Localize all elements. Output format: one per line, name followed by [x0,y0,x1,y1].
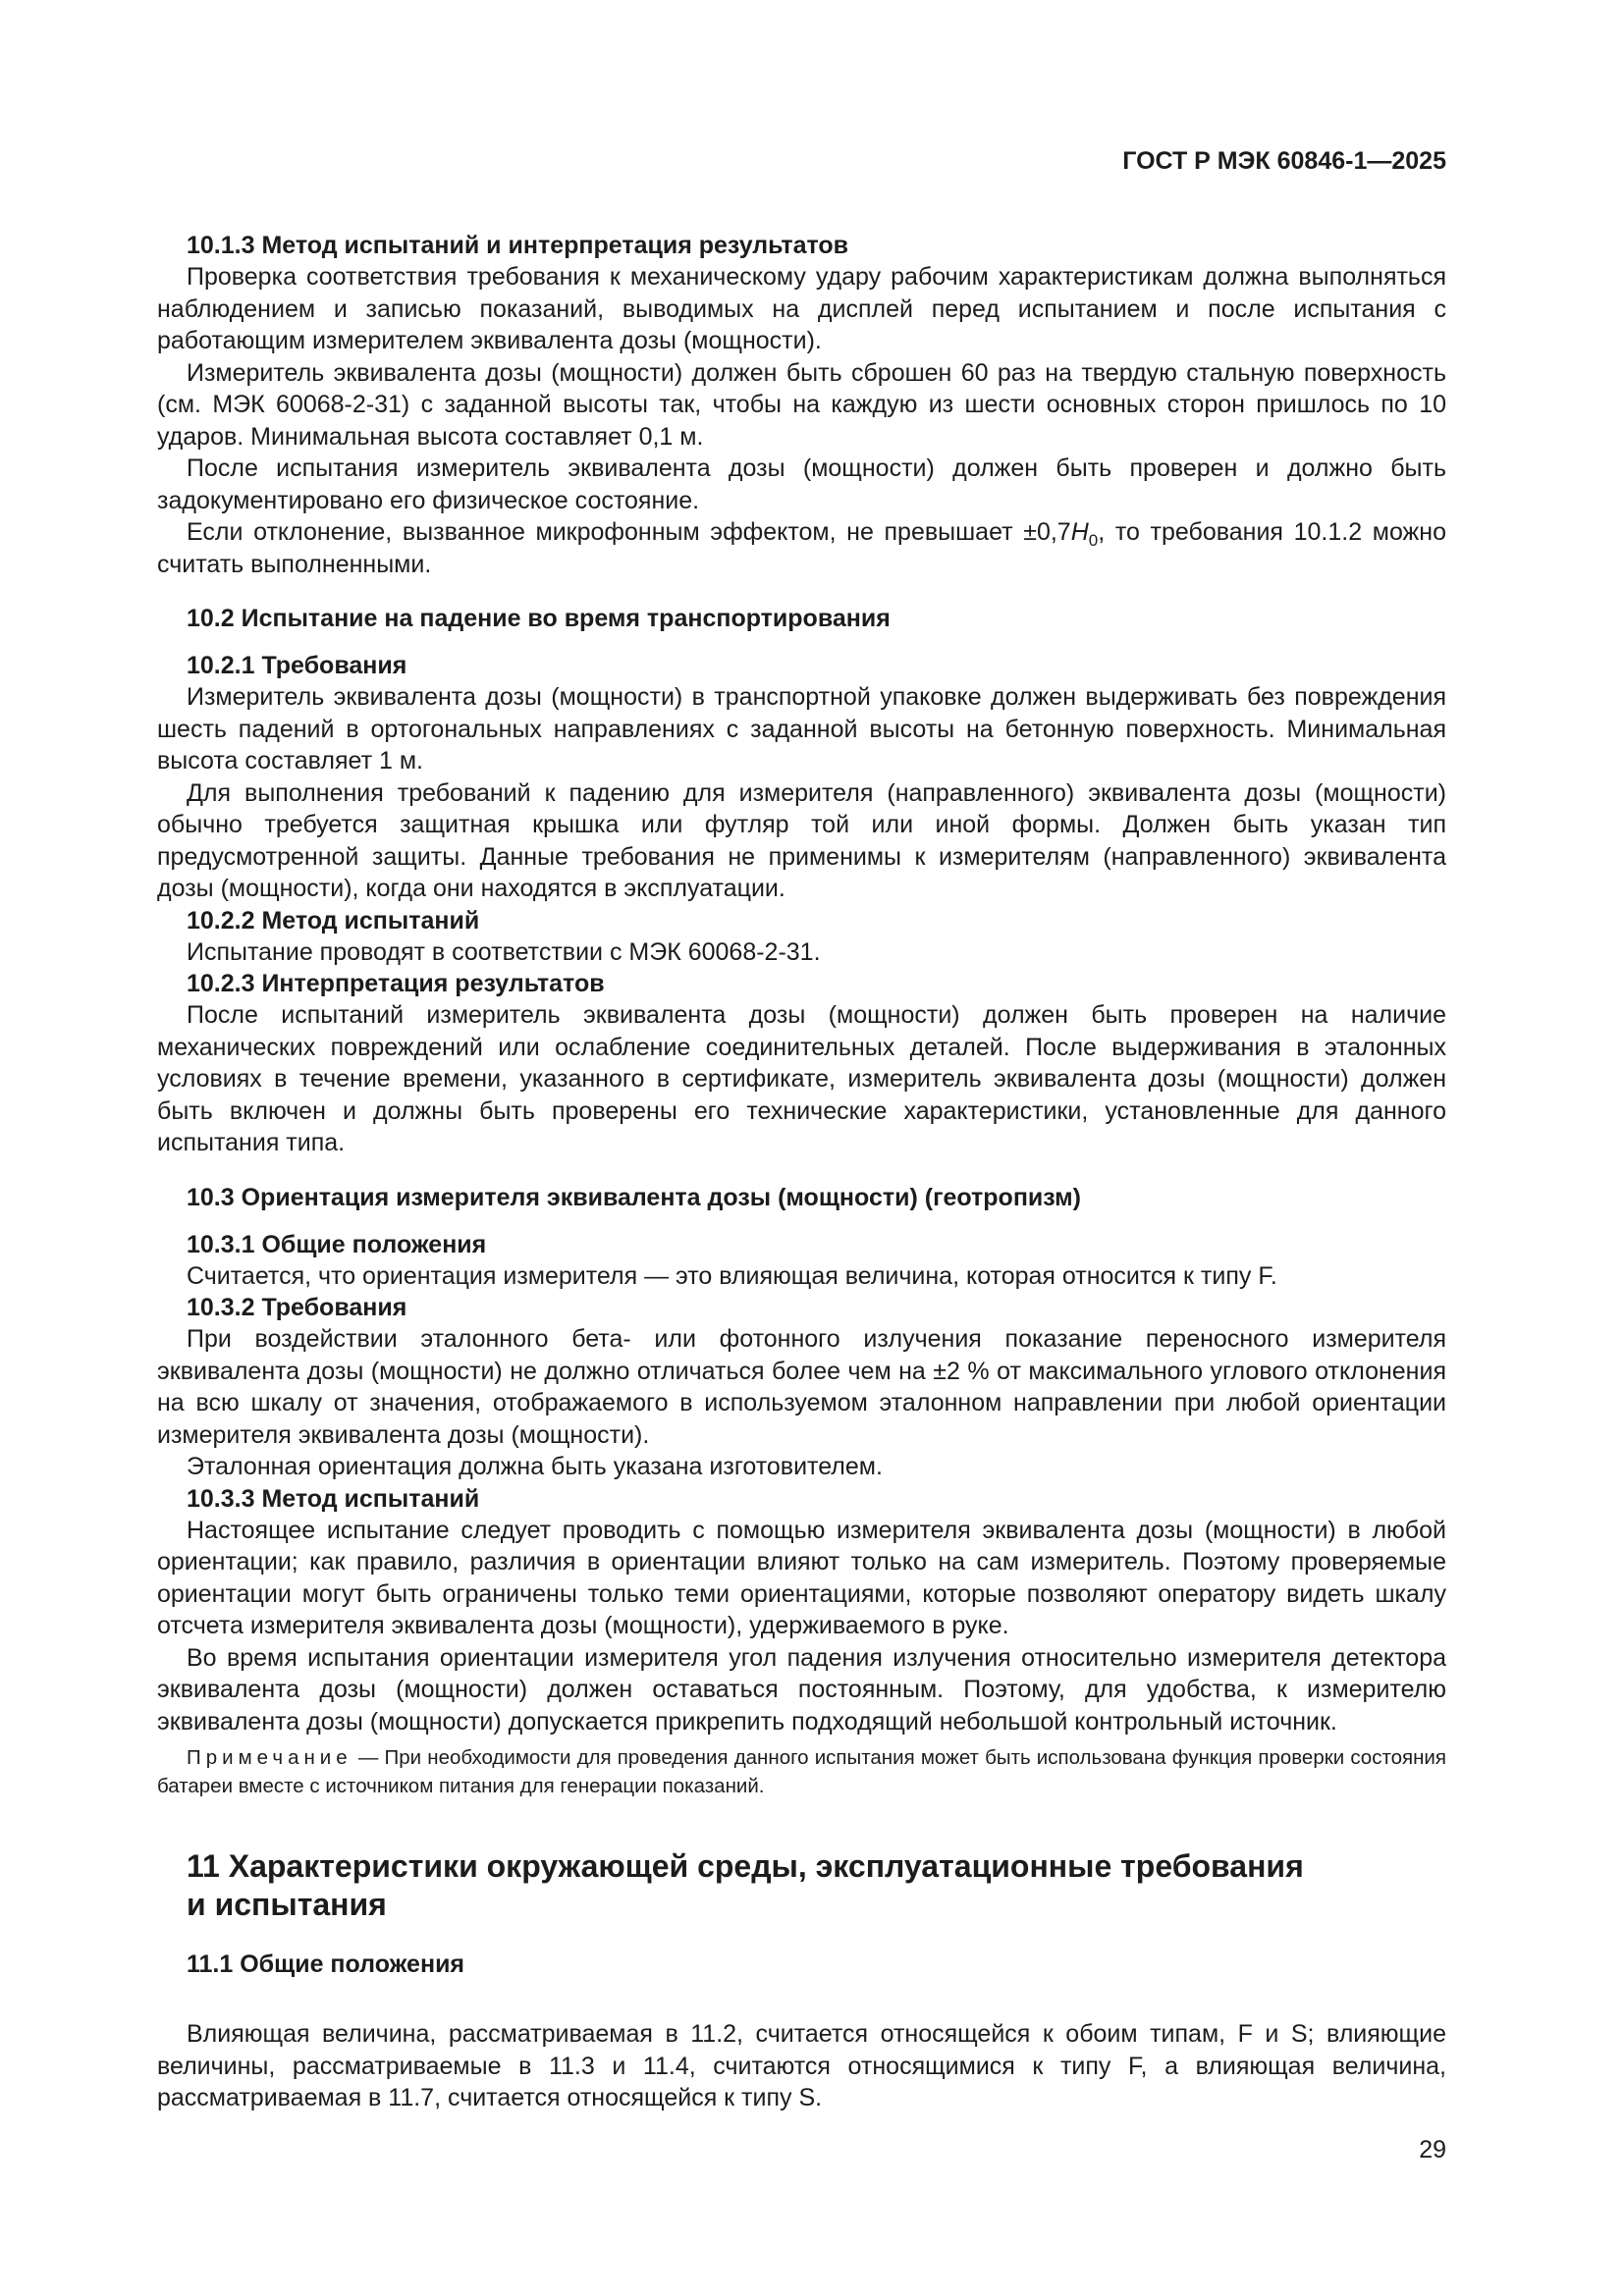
paragraph: После испытания измеритель эквивалента дозы (мощности) должен быть проверен и должно быть задокументировано его физическое состояние. [157,454,1446,514]
heading-10-3-2: 10.3.2 Требования [187,1294,407,1321]
heading-10-3-1: 10.3.1 Общие положения [187,1230,487,1258]
heading-10-2-2: 10.2.2 Метод испытаний [187,906,480,934]
page-number: 29 [1419,2136,1446,2163]
heading-10-2-3: 10.2.3 Интерпретация результатов [187,970,605,997]
paragraph-formula [157,516,1446,580]
paragraph: Влияющая величина, рассматриваемая в 11.2, считается относящейся к обоим типам, F и S; влияющие величины, рассматриваемые в 11.3 и 11.4, считаются относящимися к типу F, а влияющая величина, рассматриваемая в 11.7, считается относящейся к типу S. [157,2020,1446,2111]
note [157,1743,1446,1800]
spacer [157,2004,1446,2018]
standard-designation: ГОСТ Р МЭК 60846-1—2025 [1122,147,1446,175]
heading-line: 11 Характеристики окружающей среды, эксплуатационные требования [187,1848,1304,1884]
heading-10-2: 10.2 Испытание на падение во время транспортирования [187,605,891,632]
note-text: — При необходимости для проведения данного испытания может быть использована функция проверки состояния батареи вместе с источником питания для генерации показаний. [157,1746,1446,1797]
paragraph: При воздействии эталонного бета- или фотонного излучения показание переносного измерителя эквивалента дозы (мощности) не должно отличаться более чем на ±2 % от максимального углового отклонения на всю шкалу от значения, отображаемого в используемом эталонном направлении при любой ориентации измерителя эквивалента дозы (мощности). [157,1325,1446,1449]
text-run: , то требования 10.1.2 можно считать выполненными. [157,518,1446,578]
heading-section-11 [157,1847,1446,1924]
heading-11-1: 11.1 Общие положения [187,1950,465,1978]
paragraph: Измеритель эквивалента дозы (мощности) должен быть сброшен 60 раз на твердую стальную поверхность (см. МЭК 60068-2-31) с заданной высоты так, чтобы на каждую из шести основных сторон пришлось по 10 ударов. Минимальная высота составляет 0,1 м. [157,358,1446,451]
paragraph: Проверка соответствия требования к механическому удару рабочим характеристикам должна выполняться наблюдением и записью показаний, выводимых на дисплей перед испытанием и после испытания с работающим измерителем эквивалента дозы (мощности). [157,263,1446,354]
text-run: Если отклонение, вызванное микрофонным эффектом, не превышает ±0,7 [187,518,1071,546]
paragraph: После испытаний измеритель эквивалента дозы (мощности) должен быть проверен на наличие механических повреждений или ослабление соединительных деталей. После выдерживания в эталонных условиях в течение времени, указанного в сертификате, измеритель эквивалента дозы (мощности) должен быть включен и должны быть проверены его технические характеристики, установленные для данного испытания типа. [157,1001,1446,1156]
paragraph: Эталонная ориентация должна быть указана изготовителем. [187,1453,883,1480]
paragraph: Для выполнения требований к падению для измерителя (направленного) эквивалента дозы (мощности) обычно требуется защитная крышка или футляр той или иной формы. Должен быть указан тип предусмотренной защиты. Данные требования не применимы к измерителям (направленного) эквивалента дозы (мощности), когда они находятся в эксплуатации. [157,778,1446,902]
heading-10-1-3: 10.1.3 Метод испытаний и интерпретация результатов [187,232,849,259]
heading-10-3-3: 10.3.3 Метод испытаний [187,1484,480,1513]
formula-variable: H [1070,518,1089,546]
heading-10-3: 10.3 Ориентация измерителя эквивалента дозы (мощности) (геотропизм) [187,1183,1081,1211]
paragraph: Во время испытания ориентации измерителя угол падения излучения относительно измерителя детектора эквивалента дозы (мощности) должен оставаться постоянным. Поэтому, для удобства, к измерителю эквивалента дозы (мощности) допускается прикрепить подходящий небольшой контрольный источник. [157,1643,1446,1735]
formula-subscript: 0 [1088,531,1099,550]
heading-line: и испытания [187,1887,387,1922]
paragraph: Измеритель эквивалента дозы (мощности) в транспортной упаковке должен выдерживать без повреждения шесть падений в ортогональных направлениях с заданной высоты на бетонную поверхность. Минимальная высота составляет 1 м. [157,683,1446,774]
paragraph: Считается, что ориентация измерителя — это влияющая величина, которая относится к типу F. [187,1261,1277,1290]
paragraph: Испытание проводят в соответствии с МЭК 60068-2-31. [187,937,821,966]
paragraph: Настоящее испытание следует проводить с помощью измерителя эквивалента дозы (мощности) в любой ориентации; как правило, различия в ориентации влияют только на сам измеритель. Поэтому проверяемые ориентации могут быть ограничены только теми ориентациями, которые позволяют оператору видеть шкалу отсчета измерителя эквивалента дозы (мощности), удерживаемого в руке. [157,1516,1446,1639]
page-content [157,230,1446,2114]
note-label: Примечание [187,1746,352,1769]
heading-10-2-1: 10.2.1 Требования [187,652,407,679]
